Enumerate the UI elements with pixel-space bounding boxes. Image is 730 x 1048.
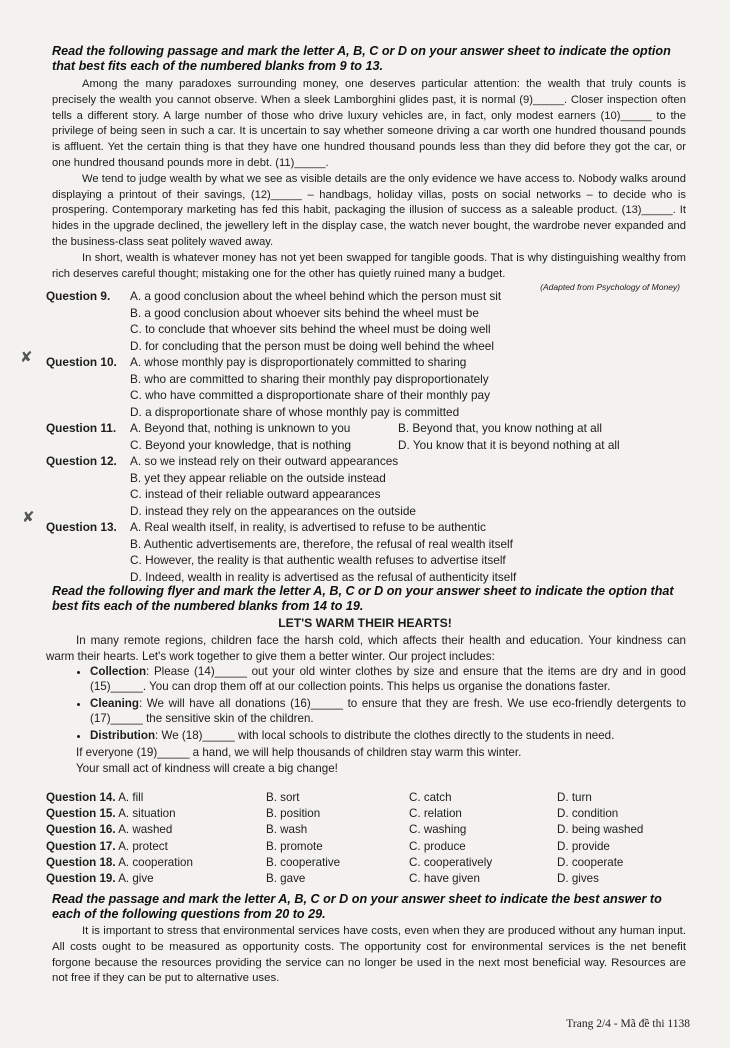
questions-14-19 [0,790,730,887]
option-b[interactable]: B. wash [266,823,308,837]
handwritten-mark-icon: ✘ [20,349,33,366]
question-number: Question 10. [46,355,117,369]
answer-grid [46,790,730,887]
question-14 [46,790,730,806]
flyer-bullet-distribution [90,728,686,743]
option-c[interactable]: C. relation [409,807,462,821]
question-11 [46,420,730,453]
bullet-text: : We will have all donations (16)_____ to ensure that they are fresh. We use eco-friendly detergents to (17)_____ the sensitive skin of the children. [90,697,686,726]
passage-1-paragraph-2: We tend to judge wealth by what we see as visible details are the only evidence we have access to. Nobody walks around displaying a printout of their savings, (12)_____ – handbags, holiday villas, posts on social networks – to decide who is prospering. Contemporary marketing has fed this habit, packaging the illusion of success as a saleable product. (13)_____. It hides in the upgrade declined, the jewellery left in the display case, the watch never bought, the wardrobe never expanded and the business-class seat politely waved away. [52,172,686,248]
option-c[interactable]: C. washing [409,823,467,837]
option-b[interactable]: B. a good conclusion about whoever sits behind the wheel must be [130,305,479,320]
question-9 [46,288,730,354]
option-d[interactable]: D. a disproportionate share of whose monthly pay is committed [130,404,460,419]
option-d[interactable]: D. Indeed, wealth in reality is advertised as the refusal of authenticity itself [130,569,517,584]
passage-1-paragraph-1: Among the many paradoxes surrounding money, one deserves particular attention: the wealth that truly counts is precisely the wealth you cannot observe. When a sleek Lamborghini glides past, it is normal (9)_____. Closer inspection often tells a different story. A large number of those who drive luxury vehicles are, in fact, only modest earners (10)_____ to the privilege of being seen in such a car. It is uncertain to say whether someone driving a car worth one hundred thousand pounds is affluent. Yet the certain thing is that they have one hundred thousand pounds less than they did before they got the car, or one hundred thousand pounds more in debt. (11)_____. [52,78,686,169]
flyer-section [0,584,730,776]
option-a[interactable]: A. a good conclusion about the wheel behind which the person must sit [130,289,502,303]
option-b[interactable]: B. Authentic advertisements are, therefore, the refusal of real wealth itself [130,536,513,551]
option-d[interactable]: D. You know that it is beyond nothing at all [398,437,620,452]
page-footer: Trang 2/4 - Mã đề thi 1138 [566,1018,690,1030]
passage-3-paragraph: It is important to stress that environmental services have costs, even when they are produced without any human input. All costs ought to be measured as opportunity costs. The opportunity cost for environmental services is the net benefit forgone because the resources providing the service can no longer be used in the next most beneficial way. Resources are not free if they can be put to alternative uses. [52,925,686,985]
flyer-closing-1: If everyone (19)_____ a hand, we will help thousands of children stay warm this winter. [76,746,522,760]
flyer-intro: In many remote regions, children face the harsh cold, which affects their health and education. Your kindness can warm their hearts. Let's work together to give them a better winter. Our project includes: [46,634,686,663]
question-number: Question 18. [46,855,116,869]
flyer-bullet-list [76,664,686,743]
question-12 [46,453,730,519]
option-a[interactable]: A. give [118,872,154,886]
option-a[interactable]: A. situation [118,807,176,821]
passage-3-section [0,892,730,987]
option-d[interactable]: D. provide [557,839,610,853]
option-d[interactable]: D. for concluding that the person must be doing well behind the wheel [130,338,494,353]
question-number: Question 19. [46,872,116,886]
passage-3-instruction: Read the passage and mark the letter A, B, C or D on your answer sheet to indicate the best answer to each of the following questions from 20 to 29. [52,892,662,921]
option-b[interactable]: B. gave [266,872,306,886]
question-number: Question 13. [46,520,117,534]
option-b[interactable]: B. who are committed to sharing their monthly pay disproportionately [130,371,489,386]
option-b[interactable]: B. yet they appear reliable on the outside instead [130,470,386,485]
option-c[interactable]: C. cooperatively [409,855,493,869]
passage-1-section [0,44,730,293]
option-b[interactable]: B. cooperative [266,855,341,869]
option-b[interactable]: B. position [266,807,321,821]
question-17 [46,839,730,855]
option-c[interactable]: C. to conclude that whoever sits behind the wheel must be doing well [130,322,491,336]
option-a[interactable]: A. fill [118,791,144,804]
option-c[interactable]: C. produce [409,839,466,853]
flyer-bullet-collection [90,664,686,694]
bullet-label: Collection [90,665,147,679]
option-a[interactable]: A. so we instead rely on their outward appearances [130,454,399,468]
question-16 [46,822,730,838]
questions-9-13 [0,288,730,585]
option-d[interactable]: D. cooperate [557,855,624,869]
handwritten-mark-icon: ✘ [22,509,35,526]
question-number: Question 14. [46,791,116,804]
flyer-closing-2: Your small act of kindness will create a big change! [76,761,338,775]
passage-1-instruction: Read the following passage and mark the letter A, B, C or D on your answer sheet to indicate the option that best fits each of the numbered blanks from 9 to 13. [52,44,671,73]
question-15 [46,806,730,822]
question-number: Question 9. [46,289,111,303]
question-number: Question 11. [46,421,117,435]
flyer-instruction: Read the following flyer and mark the letter A, B, C or D on your answer sheet to indicate the option that best fits each of the numbered blanks from 14 to 19. [52,584,674,613]
passage-1-source: (Adapted from Psychology of Money) [540,282,680,293]
bullet-label: Distribution [90,729,156,743]
option-a[interactable]: A. washed [118,823,173,837]
option-a[interactable]: A. whose monthly pay is disproportionately committed to sharing [130,355,467,369]
option-d[interactable]: D. turn [557,791,592,804]
question-19 [46,871,730,887]
option-d[interactable]: D. gives [557,872,599,886]
option-c[interactable]: C. instead of their reliable outward appearances [130,487,381,501]
option-c[interactable]: C. who have committed a disproportionate share of their monthly pay [130,388,490,402]
option-c[interactable]: C. catch [409,791,452,804]
question-number: Question 17. [46,839,116,853]
question-18 [46,855,730,871]
option-c[interactable]: C. have given [409,872,480,886]
flyer-bullet-cleaning [90,696,686,726]
question-number: Question 15. [46,807,116,821]
question-13 [46,519,730,585]
bullet-text: : Please (14)_____ out your old winter clothes by size and ensure that the items are dry and in good (15)_____. You can drop them off at our collection points. This helps us organise the donations faster. [90,665,686,694]
question-number: Question 12. [46,454,117,468]
flyer-title: LET'S WARM THEIR HEARTS! [278,616,452,630]
option-b[interactable]: B. sort [266,791,300,804]
bullet-text: : We (18)_____ with local schools to distribute the clothes directly to the students in need. [155,729,615,743]
option-d[interactable]: D. being washed [557,823,644,837]
option-a[interactable]: A. cooperation [118,855,193,869]
question-10 [46,354,730,420]
bullet-label: Cleaning [90,697,139,711]
question-number: Question 16. [46,823,116,837]
option-d[interactable]: D. instead they rely on the appearances on the outside [130,503,416,518]
option-c[interactable]: C. Beyond your knowledge, that is nothing [130,437,352,452]
option-a[interactable]: A. protect [118,839,168,853]
passage-1-paragraph-3: In short, wealth is whatever money has not yet been swapped for tangible goods. That is why distinguishing wealthy from rich deserves careful thought; mistaking one for the other has quietly ruined many a budget. [52,251,686,280]
option-b[interactable]: B. promote [266,839,323,853]
option-d[interactable]: D. condition [557,807,619,821]
option-b[interactable]: B. Beyond that, you know nothing at all [398,421,602,435]
option-a[interactable]: A. Real wealth itself, in reality, is advertised to refuse to be authentic [130,520,486,534]
option-c[interactable]: C. However, the reality is that authentic wealth refuses to advertise itself [130,553,506,567]
option-a[interactable]: A. Beyond that, nothing is unknown to you [130,421,351,435]
